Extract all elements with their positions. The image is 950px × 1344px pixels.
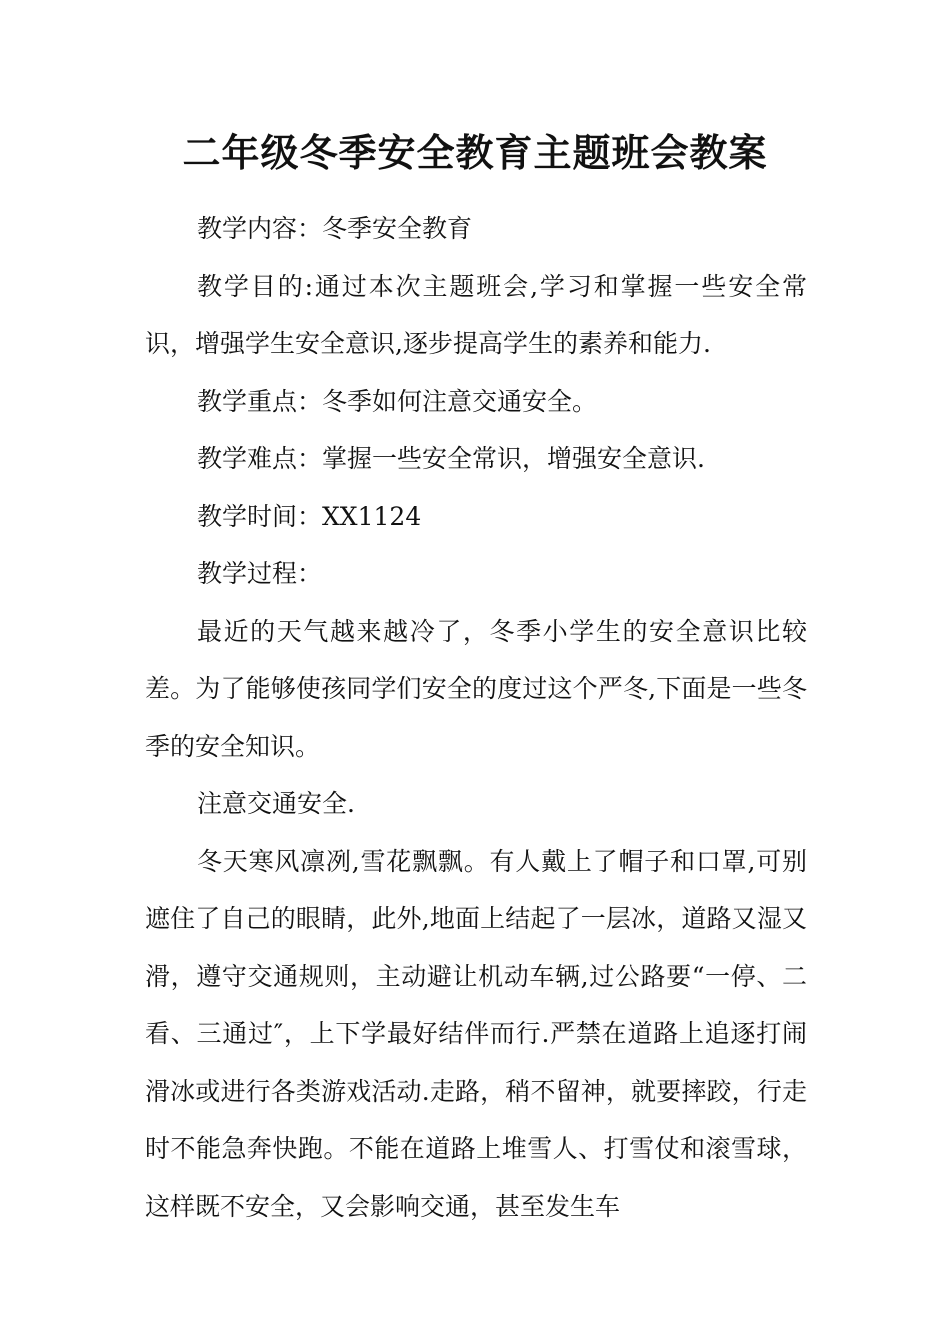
paragraph-teaching-difficulty: 教学难点：掌握一些安全常识，增强安全意识. <box>197 444 705 473</box>
paragraph-teaching-process: 教学过程： <box>197 559 323 588</box>
document-title: 二年级冬季安全教育主题班会教案 <box>182 130 768 175</box>
paragraph-introduction: 最近的天气越来越冷了，冬季小学生的安全意识比较差。为了能够使孩同学们安全的度过这个严冬,下面是一些冬季的安全知识。 <box>145 616 807 761</box>
paragraph-traffic-heading: 注意交通安全. <box>197 789 355 818</box>
document-body <box>145 200 807 1235</box>
paragraph-traffic-safety: 冬天寒风凛冽,雪花飘飘。有人戴上了帽子和口罩,可别遮住了自己的眼睛，此外,地面上结起了一层冰，道路又湿又滑，遵守交通规则，主动避让机动车辆,过公路要“一停、二看、三通过″，上下学最好结伴而行.严禁在道路上追逐打闹滑冰或进行各类游戏活动.走路，稍不留神，就要摔跤，行走时不能急奔快跑。不能在道路上堆雪人、打雪仗和滚雪球，这样既不安全，又会影响交通，甚至发生车 <box>145 846 807 1221</box>
paragraph-teaching-time: 教学时间：XX1124 <box>197 501 422 531</box>
paragraph-teaching-goal: 教学目的:通过本次主题班会,学习和掌握一些安全常识，增强学生安全意识,逐步提高学生的素养和能力. <box>145 271 807 358</box>
paragraph-teaching-focus: 教学重点：冬季如何注意交通安全。 <box>197 386 598 416</box>
paragraph-teaching-content: 教学内容：冬季安全教育 <box>197 214 473 243</box>
